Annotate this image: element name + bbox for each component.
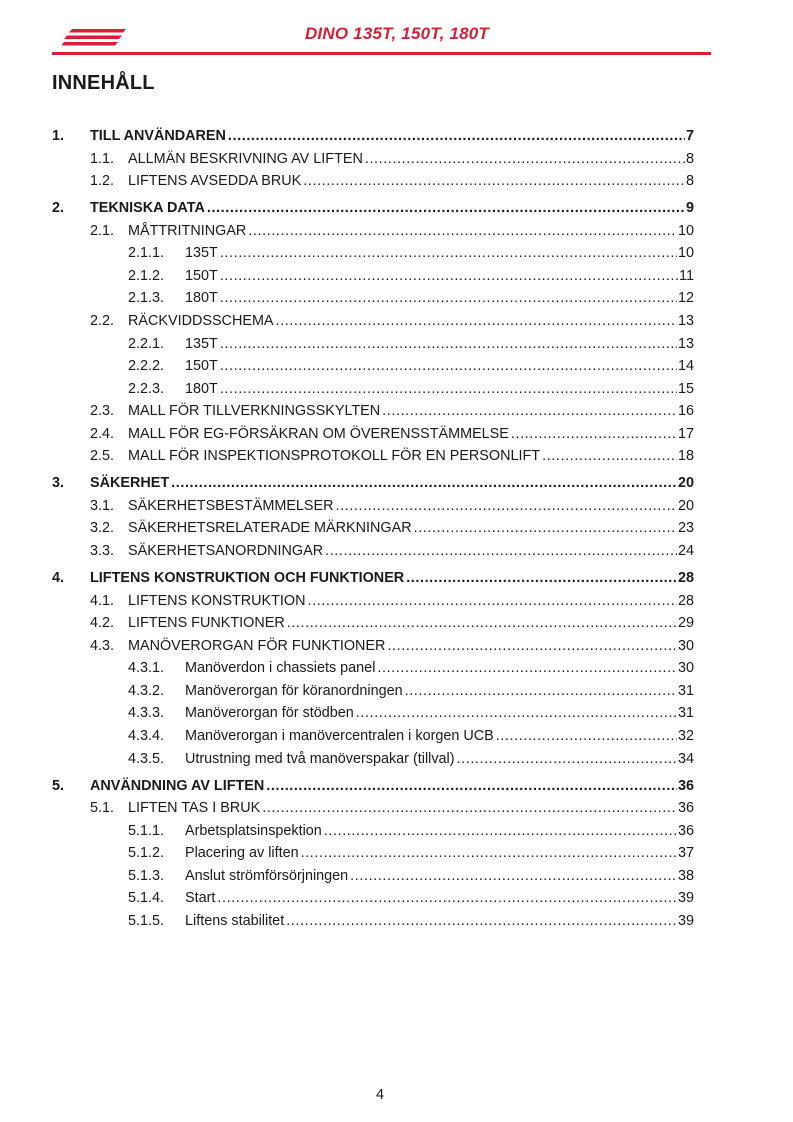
toc-entry-number: 2.2.2.: [128, 358, 165, 375]
toc-entry[interactable]: [52, 472, 694, 495]
toc-entry-number: 2.1.3.: [128, 290, 165, 307]
toc-entry[interactable]: [52, 265, 694, 288]
page-title: INNEHÅLL: [52, 72, 155, 94]
toc-entry-page: 16: [677, 403, 694, 420]
toc-entry-page: 23: [677, 520, 694, 537]
toc-entry-number: 2.2.3.: [128, 380, 165, 397]
toc-entry-page: 24: [677, 543, 694, 560]
toc-dot-leader: [220, 355, 677, 378]
toc-entry[interactable]: [52, 887, 694, 910]
toc-entry-number: 5.1.5.: [128, 912, 165, 929]
toc-entry-page: 36: [677, 777, 694, 794]
toc-entry[interactable]: [52, 287, 694, 310]
toc-entry-number: 5.1.: [90, 800, 115, 817]
toc-entry-page: 15: [677, 380, 694, 397]
toc-entry[interactable]: [52, 865, 694, 888]
toc-entry-number: 5.1.1.: [128, 822, 165, 839]
toc-entry[interactable]: [52, 748, 694, 771]
toc-entry-title: MALL FÖR INSPEKTIONSPROTOKOLL FÖR EN PERSONLIFT: [128, 448, 541, 465]
toc-dot-leader: [387, 635, 677, 658]
toc-entry-page: 18: [677, 448, 694, 465]
toc-entry-number: 2.5.: [90, 448, 115, 465]
toc-entry[interactable]: [52, 355, 694, 378]
toc-dot-leader: [220, 287, 677, 310]
toc-entry-number: 3.: [52, 475, 65, 492]
toc-entry-number: 3.2.: [90, 520, 115, 537]
toc-entry-number: 5.1.4.: [128, 890, 165, 907]
toc-entry-title: 135T: [185, 245, 218, 262]
toc-entry-title: LIFTENS KONSTRUKTION OCH FUNKTIONER: [90, 570, 405, 587]
toc-entry[interactable]: [52, 820, 694, 843]
document-header-title: DINO 135T, 150T, 180T: [304, 24, 489, 43]
toc-entry-page: 36: [677, 800, 694, 817]
toc-entry-page: 10: [677, 245, 694, 262]
toc-dot-leader: [308, 590, 677, 613]
toc-entry[interactable]: [52, 125, 694, 148]
toc-entry-page: 31: [677, 705, 694, 722]
toc-entry-title: MALL FÖR TILLVERKNINGSSKYLTEN: [128, 403, 381, 420]
toc-entry-page: 7: [685, 128, 694, 144]
toc-entry-title: 150T: [185, 358, 218, 375]
toc-entry-title: Liftens stabilitet: [185, 912, 285, 929]
toc-entry-title: SÄKERHETSRELATERADE MÄRKNINGAR: [128, 520, 412, 537]
toc-entry-page: 34: [677, 750, 694, 767]
toc-entry-title: Manöverorgan för stödben: [185, 705, 354, 722]
toc-entry-page: 30: [677, 660, 694, 677]
table-of-contents: [52, 125, 694, 933]
toc-entry-page: 39: [677, 890, 694, 907]
toc-entry[interactable]: [52, 612, 694, 635]
toc-dot-leader: [217, 887, 677, 910]
toc-entry-number: 4.3.1.: [128, 660, 165, 677]
toc-dot-leader: [382, 400, 677, 423]
toc-dot-leader: [336, 495, 677, 518]
toc-dot-leader: [325, 540, 677, 563]
toc-entry-page: 28: [677, 592, 694, 609]
toc-dot-leader: [171, 472, 677, 495]
toc-entry-page: 13: [677, 312, 694, 329]
toc-entry-page: 12: [677, 290, 694, 307]
toc-entry[interactable]: [52, 242, 694, 265]
toc-entry-title: MANÖVERORGAN FÖR FUNKTIONER: [128, 637, 386, 654]
toc-entry-page: 30: [677, 637, 694, 654]
toc-dot-leader: [220, 378, 677, 401]
toc-entry[interactable]: [52, 423, 694, 446]
toc-entry-title: ANVÄNDNING AV LIFTEN: [90, 777, 265, 794]
toc-dot-leader: [220, 333, 677, 356]
toc-entry-title: SÄKERHETSBESTÄMMELSER: [128, 497, 334, 514]
toc-dot-leader: [350, 865, 677, 888]
toc-entry[interactable]: [52, 567, 694, 590]
toc-entry-page: 38: [677, 867, 694, 884]
toc-entry-number: 2.2.1.: [128, 335, 165, 352]
toc-entry-title: TEKNISKA DATA: [90, 200, 205, 217]
toc-entry[interactable]: [52, 333, 694, 356]
toc-dot-leader: [356, 702, 677, 725]
toc-entry-page: 11: [679, 267, 694, 284]
toc-entry-page: 29: [677, 615, 694, 632]
toc-entry[interactable]: [52, 378, 694, 401]
toc-entry-number: 2.1.1.: [128, 245, 165, 262]
toc-entry-title: SÄKERHETSANORDNINGAR: [128, 543, 324, 560]
toc-dot-leader: [406, 567, 677, 590]
toc-entry-number: 1.: [52, 128, 65, 144]
toc-entry-number: 4.2.: [90, 615, 115, 632]
toc-entry-number: 4.3.5.: [128, 750, 165, 767]
toc-entry-title: RÄCKVIDDSSCHEMA: [128, 312, 274, 329]
toc-entry-number: 2.4.: [90, 425, 115, 442]
toc-entry-page: 37: [677, 845, 694, 862]
toc-dot-leader: [276, 310, 677, 333]
toc-entry[interactable]: [52, 220, 694, 243]
toc-dot-leader: [405, 680, 677, 703]
toc-entry-number: 4.1.: [90, 592, 115, 609]
toc-entry-title: LIFTENS AVSEDDA BRUK: [128, 173, 302, 190]
toc-entry-number: 3.3.: [90, 543, 115, 560]
toc-dot-leader: [262, 797, 677, 820]
toc-entry-page: 8: [685, 150, 694, 167]
toc-entry-page: 36: [677, 822, 694, 839]
toc-entry[interactable]: [52, 170, 694, 193]
header-divider: [52, 52, 711, 55]
toc-entry-number: 1.2.: [90, 173, 115, 190]
toc-dot-leader: [266, 775, 677, 798]
toc-entry-number: 5.1.3.: [128, 867, 165, 884]
toc-entry-number: 4.: [52, 570, 65, 587]
toc-entry-number: 1.1.: [90, 150, 115, 167]
toc-entry-page: 8: [685, 173, 694, 190]
toc-entry-page: 32: [677, 728, 694, 744]
toc-dot-leader: [303, 170, 685, 193]
toc-entry[interactable]: [52, 657, 694, 680]
toc-entry[interactable]: [52, 148, 694, 171]
toc-entry-number: 5.: [52, 777, 65, 794]
toc-entry-title: ALLMÄN BESKRIVNING AV LIFTEN: [128, 150, 363, 167]
toc-entry-page: 9: [685, 200, 694, 217]
toc-entry-page: 20: [677, 475, 694, 492]
toc-entry-title: 180T: [185, 380, 218, 397]
toc-entry-title: Anslut strömförsörjningen: [185, 867, 349, 884]
toc-entry[interactable]: [52, 725, 694, 748]
toc-entry-title: Placering av liften: [185, 845, 299, 862]
toc-entry[interactable]: [52, 197, 694, 220]
toc-entry-page: 31: [677, 682, 694, 699]
toc-entry-page: 10: [677, 222, 694, 239]
toc-entry[interactable]: [52, 842, 694, 865]
toc-entry-number: 2.1.2.: [128, 267, 165, 284]
toc-entry-page: 28: [677, 570, 694, 587]
toc-entry-title: Manöverdon i chassiets panel: [185, 660, 376, 677]
toc-entry-number: 5.1.2.: [128, 845, 165, 862]
toc-entry-title: Start: [185, 890, 216, 907]
toc-entry-page: 20: [677, 497, 694, 514]
toc-entry-page: 13: [677, 335, 694, 352]
toc-dot-leader: [511, 423, 677, 446]
toc-dot-leader: [377, 657, 677, 680]
toc-dot-leader: [228, 125, 685, 148]
toc-entry[interactable]: [52, 517, 694, 540]
toc-dot-leader: [220, 265, 678, 288]
toc-entry[interactable]: [52, 635, 694, 658]
toc-entry-number: 4.3.3.: [128, 705, 165, 722]
toc-entry[interactable]: [52, 495, 694, 518]
toc-entry-page: 14: [677, 358, 694, 375]
toc-entry[interactable]: [52, 702, 694, 725]
toc-entry-number: 2.3.: [90, 403, 115, 420]
toc-entry-number: 4.3.2.: [128, 682, 165, 699]
toc-dot-leader: [207, 197, 685, 220]
toc-dot-leader: [365, 148, 685, 171]
toc-entry-number: 3.1.: [90, 497, 115, 514]
toc-entry[interactable]: [52, 445, 694, 468]
toc-entry-title: Arbetsplatsinspektion: [185, 822, 322, 839]
toc-entry-title: MALL FÖR EG-FÖRSÄKRAN OM ÖVERENSSTÄMMELSE: [128, 425, 509, 442]
toc-entry-title: Utrustning med två manöverspakar (tillval): [185, 750, 455, 767]
toc-entry-title: LIFTEN TAS I BRUK: [128, 800, 261, 817]
toc-entry-title: LIFTENS FUNKTIONER: [128, 615, 285, 632]
toc-entry-title: LIFTENS KONSTRUKTION: [128, 592, 306, 609]
toc-dot-leader: [324, 820, 677, 843]
toc-entry-title: TILL ANVÄNDAREN: [90, 128, 226, 144]
toc-dot-leader: [414, 517, 677, 540]
toc-entry-title: 135T: [185, 335, 218, 352]
toc-entry-number: 2.1.: [90, 222, 115, 239]
toc-entry-title: SÄKERHET: [90, 475, 170, 492]
toc-entry-title: 180T: [185, 290, 218, 307]
toc-entry[interactable]: [52, 680, 694, 703]
toc-entry-title: 150T: [185, 267, 218, 284]
toc-entry[interactable]: [52, 775, 694, 798]
brand-logo-stripes: [62, 28, 126, 46]
toc-dot-leader: [542, 445, 677, 468]
toc-dot-leader: [301, 842, 677, 865]
toc-entry[interactable]: [52, 590, 694, 613]
toc-dot-leader: [287, 612, 677, 635]
toc-entry-title: MÅTTRITNINGAR: [128, 222, 247, 239]
toc-entry[interactable]: [52, 310, 694, 333]
toc-entry[interactable]: [52, 797, 694, 820]
toc-entry[interactable]: [52, 400, 694, 423]
toc-entry-page: 17: [677, 425, 694, 442]
toc-entry-title: Manöverorgan i manövercentralen i korgen UCB: [185, 728, 494, 744]
toc-entry[interactable]: [52, 910, 694, 933]
toc-dot-leader: [496, 725, 677, 748]
toc-entry-page: 39: [677, 912, 694, 929]
toc-entry-title: Manöverorgan för köranordningen: [185, 682, 403, 699]
toc-dot-leader: [220, 242, 677, 265]
toc-dot-leader: [248, 220, 677, 243]
toc-dot-leader: [457, 748, 677, 771]
toc-entry-number: 4.3.4.: [128, 728, 165, 744]
toc-entry-number: 2.2.: [90, 312, 115, 329]
toc-entry[interactable]: [52, 540, 694, 563]
page-number: 4: [375, 1087, 384, 1103]
toc-dot-leader: [286, 910, 677, 933]
toc-entry-number: 4.3.: [90, 637, 115, 654]
toc-entry-number: 2.: [52, 200, 65, 217]
